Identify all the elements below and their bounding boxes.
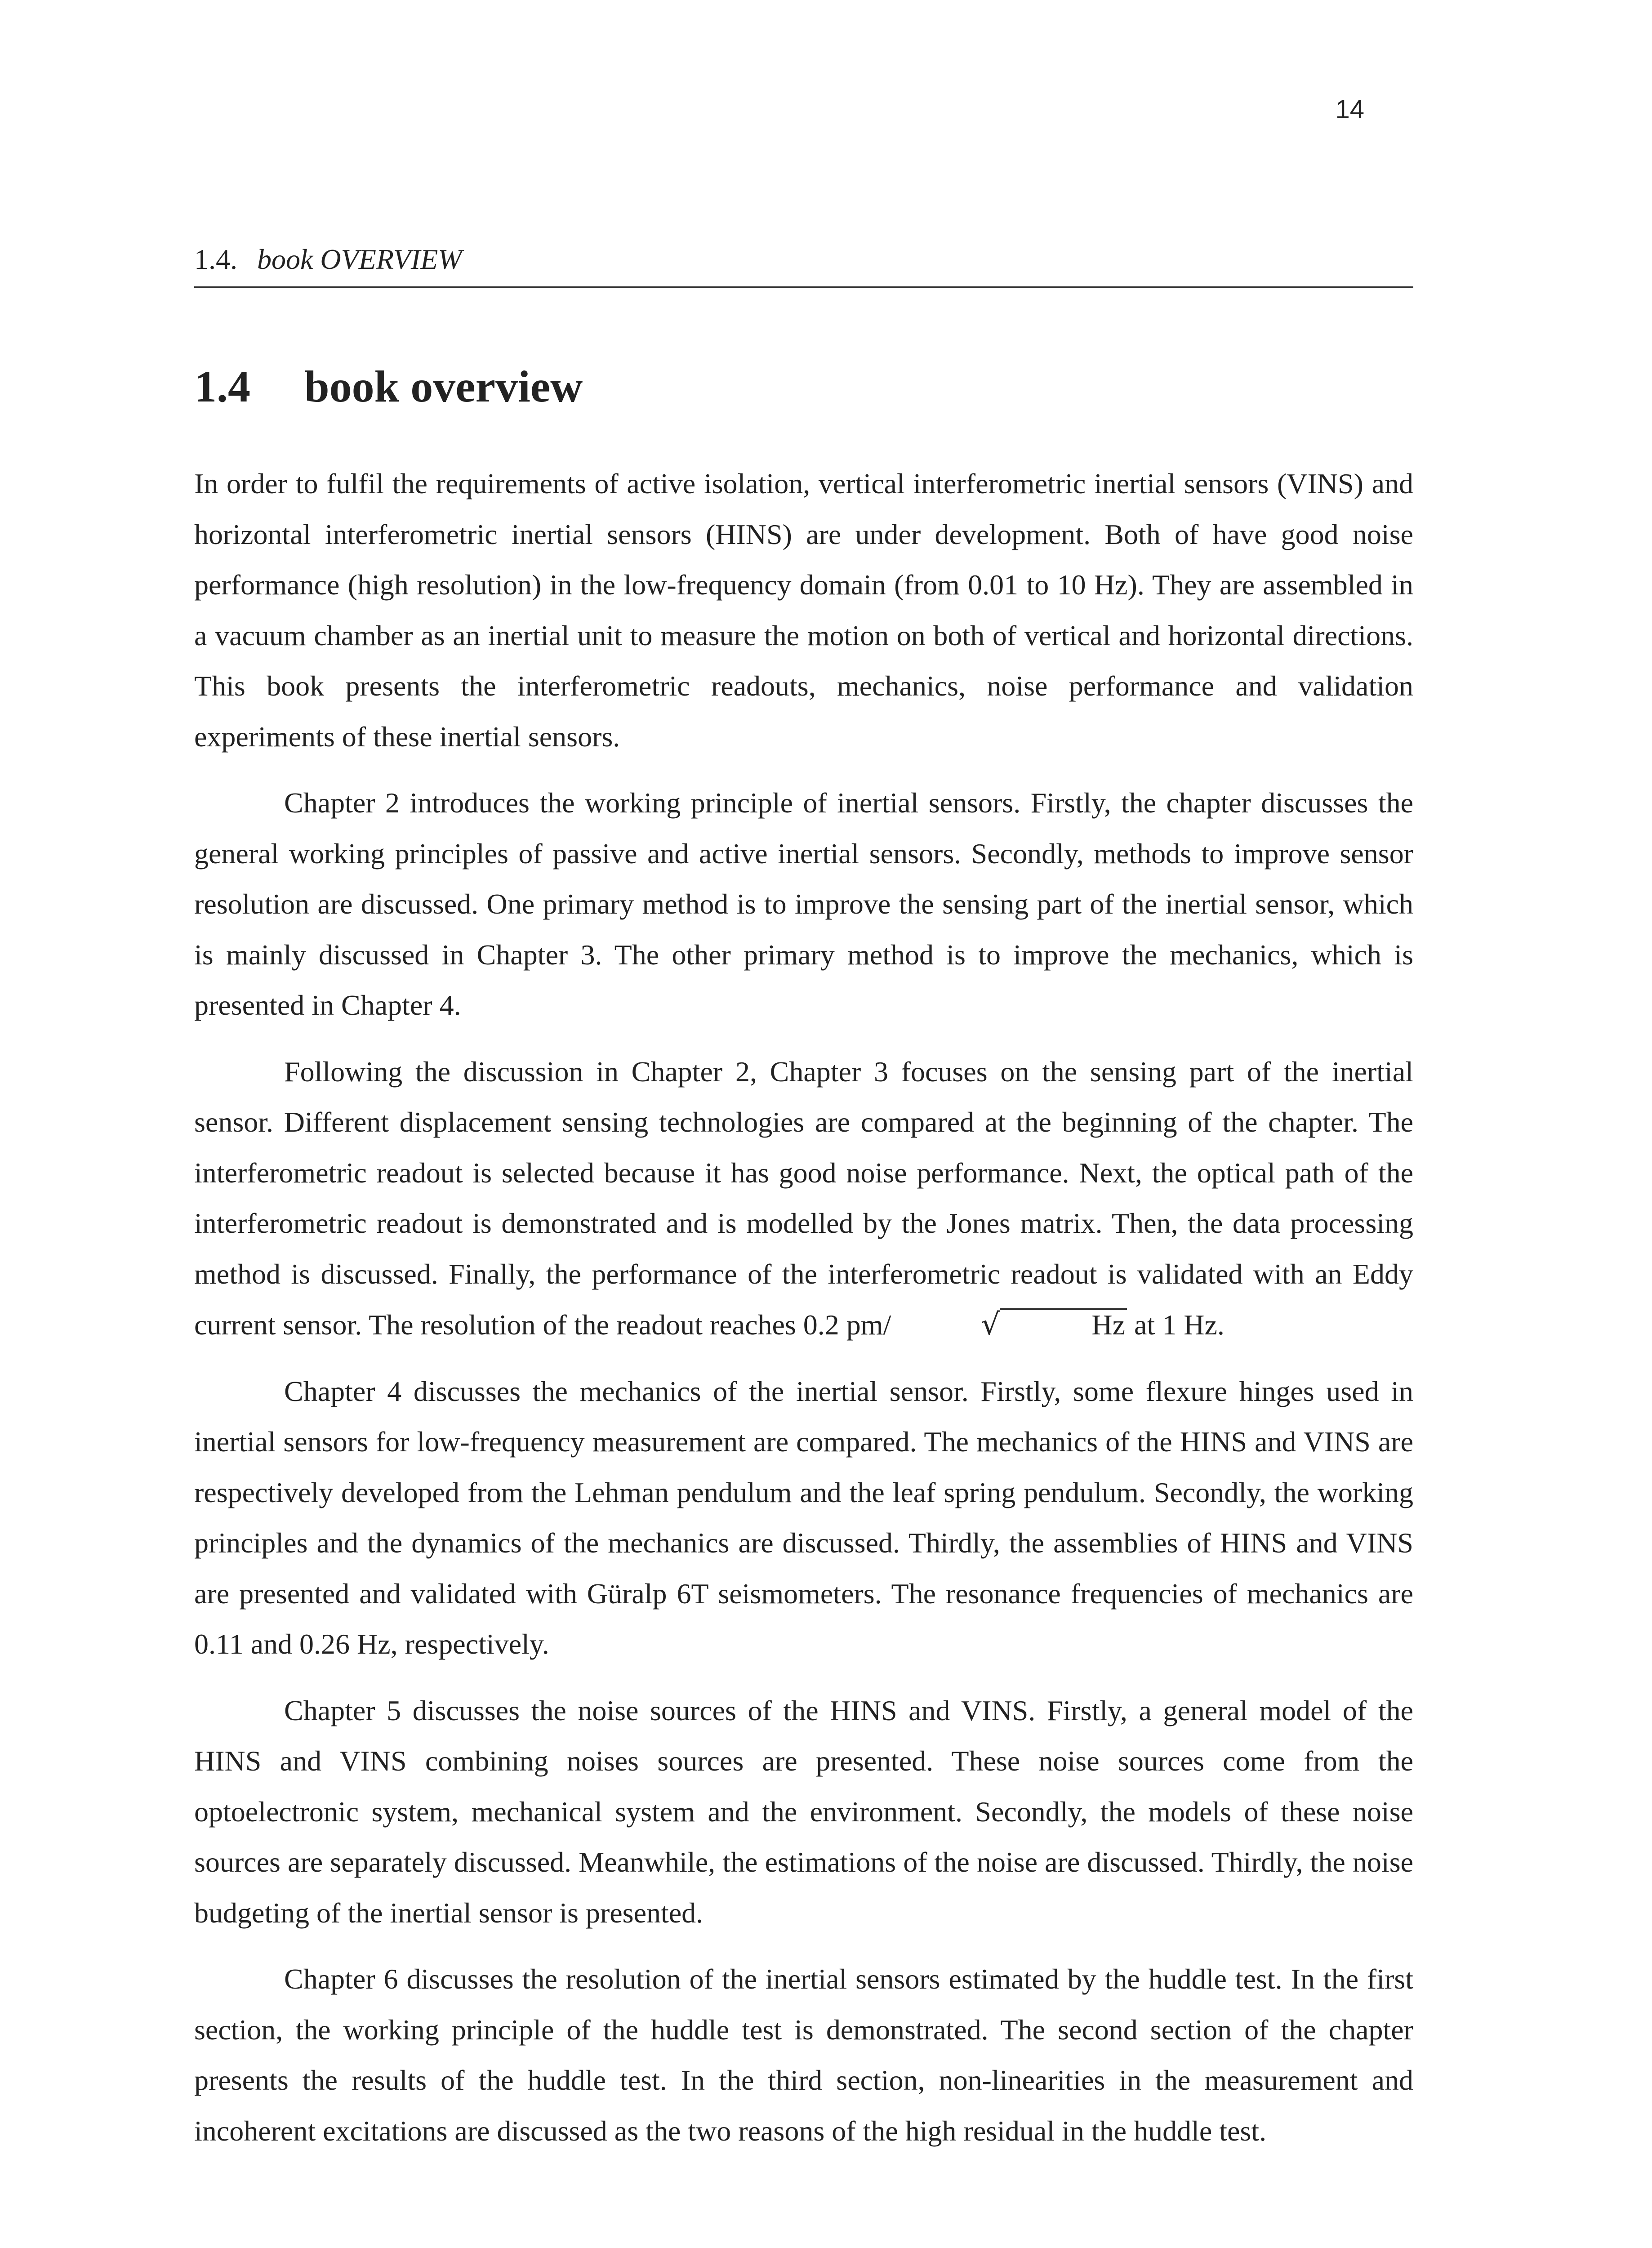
paragraph: Chapter 5 discusses the noise sources of the HINS and VINS. Firstly, a general model of the HINS and VINS combining noises sources are presented. These noise sources come from the optoelectronic system, mechanical system and the environment. Secondly, the models of these noise sources are separately discussed. Meanwhile, the estimations of the noise are discussed. Thirdly, the noise budgeting of the inertial sensor is presented. — [194, 1694, 1413, 1929]
radical-sign: √ — [981, 1307, 1000, 1342]
page-number: 14 — [1335, 95, 1364, 124]
section-heading — [194, 362, 583, 411]
radicand: Hz — [1000, 1308, 1127, 1340]
section-title: book overview — [304, 361, 583, 411]
formula-tail: at 1 Hz. — [1127, 1309, 1225, 1341]
paragraph: Chapter 4 discusses the mechanics of the inertial sensor. Firstly, some flexure hinges used in inertial sensors for low-frequency measurement are compared. The mechanics of the HINS and VINS are respectively developed from the Lehman pendulum and the leaf spring pendulum. Secondly, the working principles and the dynamics of the mechanics are discussed. Thirdly, the assemblies of HINS and VINS are presented and validated with Güralp 6T seismometers. The resonance frequencies of mechanics are 0.11 and 0.26 Hz, respectively. — [194, 1375, 1413, 1660]
paragraph: Chapter 2 introduces the working principle of inertial sensors. Firstly, the chapter discusses the general working principles of passive and active inertial sensors. Secondly, methods to improve sensor resolution are discussed. One primary method is to improve the sensing part of the inertial sensor, which is mainly discussed in Chapter 3. The other primary method is to improve the mechanics, which is presented in Chapter 4. — [194, 787, 1413, 1021]
running-header-title: book OVERVIEW — [257, 243, 462, 275]
paragraph: Chapter 6 discusses the resolution of the inertial sensors estimated by the huddle test. In the first section, the working principle of the huddle test is demonstrated. The second section of the chapter presents the results of the huddle test. In the third section, non-linearities in the measurement and incoherent excitations are discussed as the two reasons of the high residual in the huddle test. — [194, 1963, 1413, 2147]
sqrt-formula — [891, 1299, 1127, 1351]
running-header-number: 1.4. — [194, 243, 237, 275]
paragraph: In order to fulfil the requirements of active isolation, vertical interferometric inertial sensors (VINS) and horizontal interferometric inertial sensors (HINS) are under development. Both of have good noise performance (high resolution) in the low-frequency domain (from 0.01 to 10 Hz). They are assembled in a vacuum chamber as an inertial unit to measure the motion on both of vertical and horizontal directions. This book presents the interferometric readouts, mechanics, noise performance and validation experiments of these inertial sensors. — [194, 468, 1413, 753]
paragraph-text: Following the discussion in Chapter 2, Chapter 3 focuses on the sensing part of the inertial sensor. Different displacement sensing technologies are compared at the beginning of the chapter. The interferometric readout is selected because it has good noise performance. Next, the optical path of the interferometric readout is demonstrated and is modelled by the Jones matrix. Then, the data processing method is discussed. Finally, the performance of the interferometric readout is validated with an Eddy current sensor. The resolution of the readout reaches 0.2 pm/ — [194, 1055, 1413, 1341]
running-header — [194, 245, 1413, 288]
paragraph-with-formula — [194, 1047, 1413, 1351]
section-number: 1.4 — [194, 361, 250, 411]
body-text — [194, 459, 1413, 2172]
